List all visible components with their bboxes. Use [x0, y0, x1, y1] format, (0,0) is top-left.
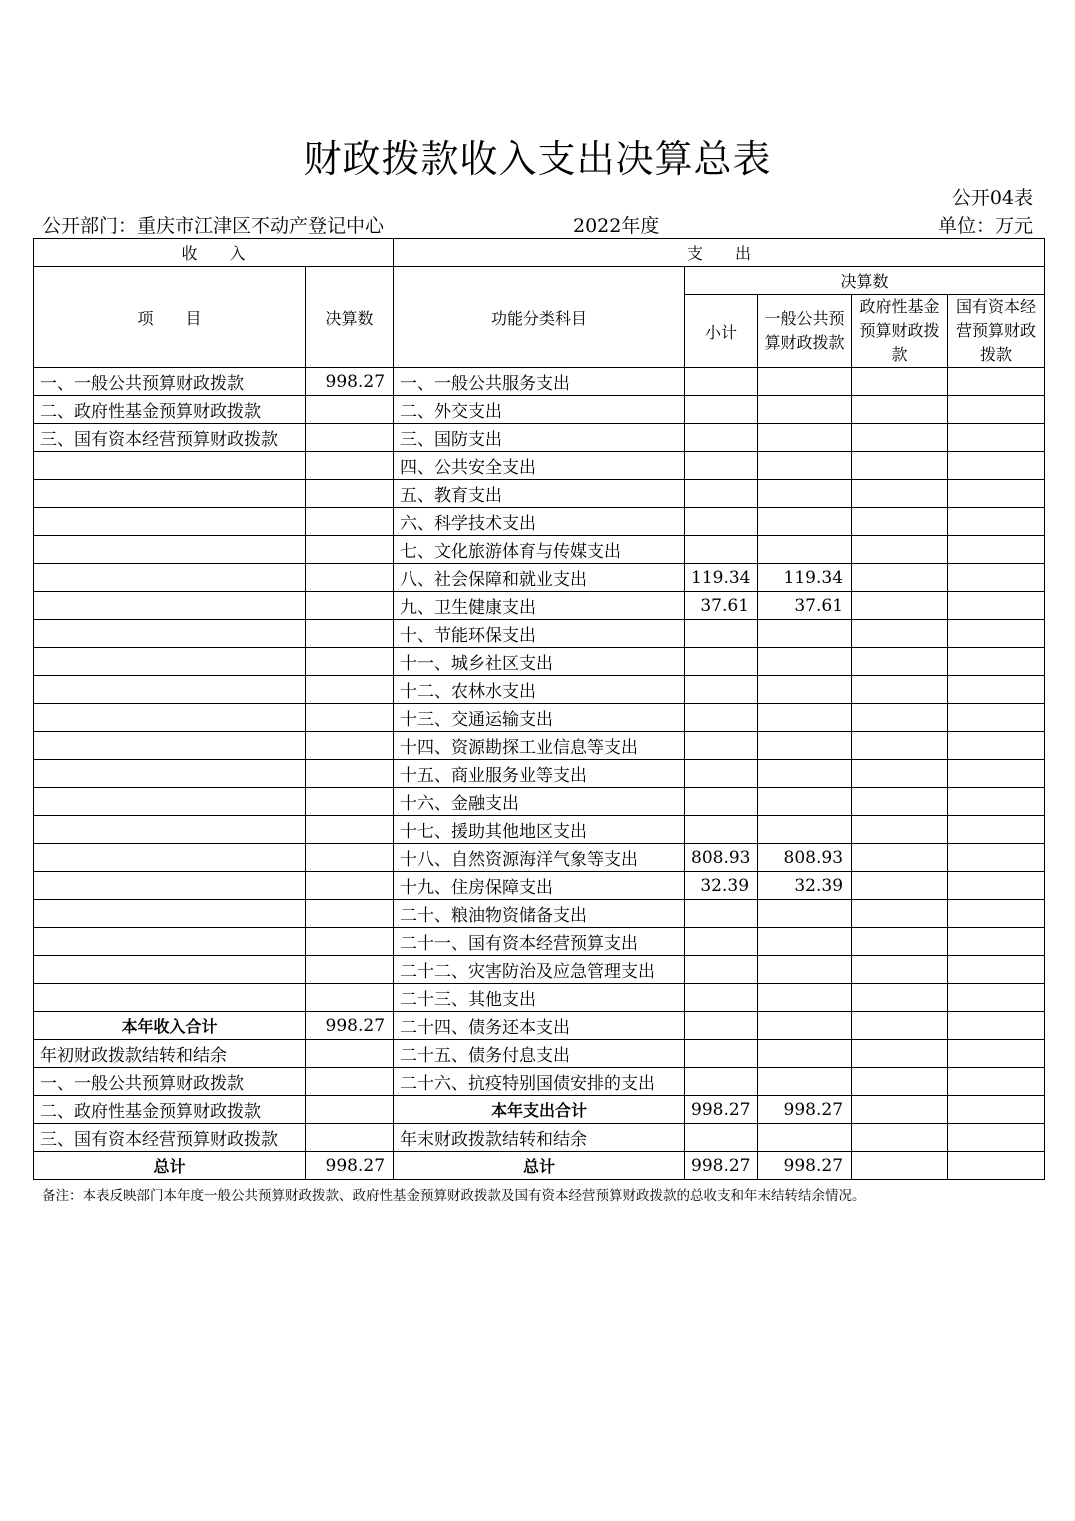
table-row	[34, 564, 1045, 592]
page-title: 财政拨款收入支出决算总表	[303, 137, 772, 181]
expense-item-cell: 七、文化旅游体育与传媒支出	[394, 536, 685, 564]
income-amount-cell	[306, 676, 394, 704]
gov-fund-cell	[852, 788, 948, 816]
income-amount-cell	[306, 872, 394, 900]
income-amount-cell	[306, 620, 394, 648]
table-row	[34, 1096, 1045, 1124]
general-budget-cell	[758, 1124, 852, 1152]
table-row	[34, 900, 1045, 928]
gov-fund-cell	[852, 536, 948, 564]
general-budget-cell	[758, 508, 852, 536]
gov-fund-cell	[852, 872, 948, 900]
general-budget-cell: 998.27	[758, 1152, 852, 1180]
expense-item-cell: 总计	[394, 1152, 685, 1180]
expense-item-cell: 十、节能环保支出	[394, 620, 685, 648]
subtotal-cell: 37.61	[685, 592, 758, 620]
general-budget-cell: 32.39	[758, 872, 852, 900]
gov-fund-cell	[852, 816, 948, 844]
income-item-cell	[34, 536, 306, 564]
item-header: 项 目	[34, 267, 306, 368]
general-budget-cell	[758, 928, 852, 956]
general-budget-cell: 808.93	[758, 844, 852, 872]
subtotal-cell	[685, 704, 758, 732]
income-item-cell: 三、国有资本经营预算财政拨款	[34, 1124, 306, 1152]
gov-fund-cell	[852, 1152, 948, 1180]
gov-fund-cell	[852, 1096, 948, 1124]
subtotal-cell	[685, 480, 758, 508]
income-amount-cell	[306, 816, 394, 844]
subtotal-cell	[685, 1124, 758, 1152]
expense-item-cell: 二十二、灾害防治及应急管理支出	[394, 956, 685, 984]
general-budget-cell	[758, 704, 852, 732]
table-row	[34, 844, 1045, 872]
state-capital-cell	[948, 480, 1045, 508]
general-budget-cell	[758, 1040, 852, 1068]
gov-fund-cell	[852, 732, 948, 760]
income-item-cell	[34, 956, 306, 984]
table-row	[34, 508, 1045, 536]
income-item-cell: 一、一般公共预算财政拨款	[34, 1068, 306, 1096]
table-row	[34, 760, 1045, 788]
subtotal-cell: 998.27	[685, 1152, 758, 1180]
table-row	[34, 452, 1045, 480]
subtotal-cell: 808.93	[685, 844, 758, 872]
subtotal-cell	[685, 536, 758, 564]
unit-label: 单位：万元	[937, 215, 1033, 237]
subtotal-cell	[685, 928, 758, 956]
income-item-cell	[34, 508, 306, 536]
income-amount-cell	[306, 1096, 394, 1124]
income-item-cell: 二、政府性基金预算财政拨款	[34, 1096, 306, 1124]
expense-item-cell: 一、一般公共服务支出	[394, 368, 685, 396]
income-item-cell	[34, 676, 306, 704]
expense-item-cell: 十七、援助其他地区支出	[394, 816, 685, 844]
subtotal-cell	[685, 1012, 758, 1040]
income-amount-cell	[306, 508, 394, 536]
gov-fund-cell	[852, 704, 948, 732]
state-capital-cell	[948, 732, 1045, 760]
general-budget-cell	[758, 536, 852, 564]
department: 公开部门：重庆市江津区不动产登记中心	[42, 215, 385, 237]
table-row	[34, 816, 1045, 844]
expense-item-cell: 十六、金融支出	[394, 788, 685, 816]
income-amount-cell	[306, 452, 394, 480]
gov-fund-cell	[852, 424, 948, 452]
expense-item-cell: 九、卫生健康支出	[394, 592, 685, 620]
income-amount-cell	[306, 788, 394, 816]
income-item-cell: 年初财政拨款结转和结余	[34, 1040, 306, 1068]
table-row	[34, 536, 1045, 564]
subtotal-cell	[685, 452, 758, 480]
income-item-cell	[34, 592, 306, 620]
budget-table	[33, 238, 1045, 1180]
income-amount-cell	[306, 536, 394, 564]
state-capital-cell	[948, 788, 1045, 816]
expense-item-cell: 二十五、债务付息支出	[394, 1040, 685, 1068]
general-budget-cell	[758, 956, 852, 984]
expense-item-cell: 三、国防支出	[394, 424, 685, 452]
income-item-cell	[34, 760, 306, 788]
general-budget-cell: 37.61	[758, 592, 852, 620]
general-budget-cell	[758, 984, 852, 1012]
table-row	[34, 396, 1045, 424]
subtotal-cell	[685, 900, 758, 928]
table-row	[34, 1068, 1045, 1096]
expense-item-cell: 二十一、国有资本经营预算支出	[394, 928, 685, 956]
income-amount-cell	[306, 480, 394, 508]
expense-item-cell: 十三、交通运输支出	[394, 704, 685, 732]
table-row	[34, 1152, 1045, 1180]
subtotal-cell	[685, 648, 758, 676]
gov-fund-cell	[852, 564, 948, 592]
state-capital-cell	[948, 844, 1045, 872]
gov-fund-cell	[852, 396, 948, 424]
meta-line	[42, 211, 1033, 237]
income-item-cell	[34, 732, 306, 760]
gov-fund-cell	[852, 452, 948, 480]
income-amount-cell	[306, 424, 394, 452]
income-item-cell	[34, 564, 306, 592]
final-amount-header: 决算数	[685, 267, 1045, 295]
state-capital-cell	[948, 648, 1045, 676]
general-budget-cell	[758, 424, 852, 452]
state-capital-cell	[948, 676, 1045, 704]
expense-item-cell: 二十四、债务还本支出	[394, 1012, 685, 1040]
subtotal-cell	[685, 368, 758, 396]
subtotal-cell	[685, 396, 758, 424]
general-budget-cell	[758, 760, 852, 788]
income-amount-cell	[306, 1068, 394, 1096]
form-number: 公开04表	[951, 187, 1033, 209]
gov-fund-cell	[852, 648, 948, 676]
income-item-cell	[34, 928, 306, 956]
expense-item-cell: 五、教育支出	[394, 480, 685, 508]
table-row	[34, 872, 1045, 900]
income-amount-cell	[306, 984, 394, 1012]
state-capital-cell	[948, 424, 1045, 452]
state-capital-cell	[948, 928, 1045, 956]
table-row	[34, 1124, 1045, 1152]
expense-item-cell: 本年支出合计	[394, 1096, 685, 1124]
gov-fund-cell	[852, 900, 948, 928]
table-row	[34, 592, 1045, 620]
income-amount-cell	[306, 732, 394, 760]
income-amount-cell: 998.27	[306, 1152, 394, 1180]
income-item-cell	[34, 816, 306, 844]
expense-item-cell: 八、社会保障和就业支出	[394, 564, 685, 592]
income-amount-cell	[306, 844, 394, 872]
subtotal-cell: 32.39	[685, 872, 758, 900]
gov-fund-cell	[852, 760, 948, 788]
income-item-cell	[34, 648, 306, 676]
income-amount-cell: 998.27	[306, 368, 394, 396]
income-amount-cell	[306, 928, 394, 956]
state-capital-cell	[948, 592, 1045, 620]
fiscal-year: 2022年度	[573, 215, 660, 237]
gov-fund-cell	[852, 956, 948, 984]
general-budget-cell	[758, 396, 852, 424]
expense-item-cell: 十二、农林水支出	[394, 676, 685, 704]
state-capital-cell	[948, 984, 1045, 1012]
state-capital-cell	[948, 900, 1045, 928]
state-capital-cell	[948, 1096, 1045, 1124]
table-row	[34, 732, 1045, 760]
table-row	[34, 984, 1045, 1012]
income-amount-cell	[306, 900, 394, 928]
expense-item-cell: 六、科学技术支出	[394, 508, 685, 536]
func-category-header: 功能分类科目	[394, 267, 685, 368]
income-amount-cell	[306, 396, 394, 424]
general-budget-cell	[758, 648, 852, 676]
general-budget-cell	[758, 368, 852, 396]
state-capital-cell	[948, 1152, 1045, 1180]
income-item-cell	[34, 620, 306, 648]
expense-item-cell: 十八、自然资源海洋气象等支出	[394, 844, 685, 872]
income-item-cell	[34, 480, 306, 508]
table-row	[34, 1040, 1045, 1068]
state-capital-cell	[948, 508, 1045, 536]
expense-header: 支 出	[394, 239, 1045, 267]
table-row	[34, 788, 1045, 816]
income-item-cell: 一、一般公共预算财政拨款	[34, 368, 306, 396]
state-capital-cell	[948, 956, 1045, 984]
income-amount-cell	[306, 592, 394, 620]
income-amount-cell	[306, 1124, 394, 1152]
income-amount-cell	[306, 648, 394, 676]
income-item-cell: 总计	[34, 1152, 306, 1180]
expense-item-cell: 十九、住房保障支出	[394, 872, 685, 900]
table-body	[34, 368, 1045, 1180]
table-row	[34, 1012, 1045, 1040]
state-capital-cell	[948, 620, 1045, 648]
subtotal-cell	[685, 732, 758, 760]
gov-fund-cell	[852, 1040, 948, 1068]
state-capital-cell	[948, 536, 1045, 564]
state-capital-cell	[948, 1124, 1045, 1152]
gov-fund-cell	[852, 984, 948, 1012]
table-row	[34, 928, 1045, 956]
state-capital-cell	[948, 816, 1045, 844]
income-item-cell	[34, 900, 306, 928]
table-row	[34, 648, 1045, 676]
subtotal-cell: 998.27	[685, 1096, 758, 1124]
income-item-cell: 三、国有资本经营预算财政拨款	[34, 424, 306, 452]
state-capital-cell	[948, 704, 1045, 732]
expense-item-cell: 四、公共安全支出	[394, 452, 685, 480]
subtotal-cell	[685, 984, 758, 1012]
general-budget-cell	[758, 1068, 852, 1096]
subtotal-header: 小计	[685, 295, 758, 368]
table-row	[34, 368, 1045, 396]
table-row	[34, 704, 1045, 732]
expense-item-cell: 二十三、其他支出	[394, 984, 685, 1012]
income-amount-cell	[306, 1040, 394, 1068]
table-row	[34, 620, 1045, 648]
income-amount-cell: 998.27	[306, 1012, 394, 1040]
gov-fund-cell	[852, 928, 948, 956]
subtotal-cell	[685, 816, 758, 844]
general-budget-cell	[758, 900, 852, 928]
subtotal-cell	[685, 788, 758, 816]
income-amount-cell	[306, 704, 394, 732]
gov-fund-cell	[852, 508, 948, 536]
gov-fund-cell	[852, 368, 948, 396]
income-item-cell	[34, 704, 306, 732]
expense-item-cell: 十一、城乡社区支出	[394, 648, 685, 676]
expense-item-cell: 十五、商业服务业等支出	[394, 760, 685, 788]
subtotal-cell	[685, 760, 758, 788]
subtotal-cell	[685, 424, 758, 452]
general-budget-cell	[758, 452, 852, 480]
state-capital-cell	[948, 872, 1045, 900]
general-budget-cell: 998.27	[758, 1096, 852, 1124]
subtotal-cell	[685, 956, 758, 984]
income-item-cell	[34, 844, 306, 872]
state-capital-cell	[948, 452, 1045, 480]
state-capital-cell	[948, 564, 1045, 592]
general-budget-cell	[758, 620, 852, 648]
state-capital-cell	[948, 1012, 1045, 1040]
income-item-cell: 本年收入合计	[34, 1012, 306, 1040]
subtotal-cell	[685, 1040, 758, 1068]
subtotal-cell	[685, 620, 758, 648]
table-row	[34, 424, 1045, 452]
state-capital-cell	[948, 760, 1045, 788]
amount-header: 决算数	[306, 267, 394, 368]
general-budget-cell	[758, 1012, 852, 1040]
general-budget-cell	[758, 732, 852, 760]
gov-fund-cell	[852, 844, 948, 872]
gov-fund-header: 政府性基金预算财政拨款	[852, 295, 948, 368]
gov-fund-cell	[852, 620, 948, 648]
general-budget-cell	[758, 816, 852, 844]
subtotal-cell: 119.34	[685, 564, 758, 592]
state-capital-header: 国有资本经营预算财政拨款	[948, 295, 1045, 368]
income-item-cell	[34, 984, 306, 1012]
income-header: 收 入	[34, 239, 394, 267]
expense-item-cell: 二十、粮油物资储备支出	[394, 900, 685, 928]
income-amount-cell	[306, 760, 394, 788]
gov-fund-cell	[852, 1068, 948, 1096]
expense-item-cell: 十四、资源勘探工业信息等支出	[394, 732, 685, 760]
income-item-cell	[34, 872, 306, 900]
subtotal-cell	[685, 508, 758, 536]
state-capital-cell	[948, 396, 1045, 424]
gov-fund-cell	[852, 1124, 948, 1152]
income-amount-cell	[306, 956, 394, 984]
state-capital-cell	[948, 1040, 1045, 1068]
state-capital-cell	[948, 368, 1045, 396]
general-budget-header: 一般公共预算财政拨款	[758, 295, 852, 368]
table-row	[34, 480, 1045, 508]
expense-item-cell: 二十六、抗疫特别国债安排的支出	[394, 1068, 685, 1096]
income-amount-cell	[306, 564, 394, 592]
income-item-cell	[34, 788, 306, 816]
subtotal-cell	[685, 676, 758, 704]
general-budget-cell: 119.34	[758, 564, 852, 592]
gov-fund-cell	[852, 592, 948, 620]
gov-fund-cell	[852, 676, 948, 704]
general-budget-cell	[758, 480, 852, 508]
expense-item-cell: 年末财政拨款结转和结余	[394, 1124, 685, 1152]
table-row	[34, 956, 1045, 984]
general-budget-cell	[758, 676, 852, 704]
footnote: 备注：本表反映部门本年度一般公共预算财政拨款、政府性基金预算财政拨款及国有资本经营预算财政拨款的总收支和年末结转结余情况。	[42, 1188, 866, 1204]
income-item-cell	[34, 452, 306, 480]
income-item-cell: 二、政府性基金预算财政拨款	[34, 396, 306, 424]
subtotal-cell	[685, 1068, 758, 1096]
table-row	[34, 676, 1045, 704]
gov-fund-cell	[852, 1012, 948, 1040]
state-capital-cell	[948, 1068, 1045, 1096]
gov-fund-cell	[852, 480, 948, 508]
expense-item-cell: 二、外交支出	[394, 396, 685, 424]
general-budget-cell	[758, 788, 852, 816]
